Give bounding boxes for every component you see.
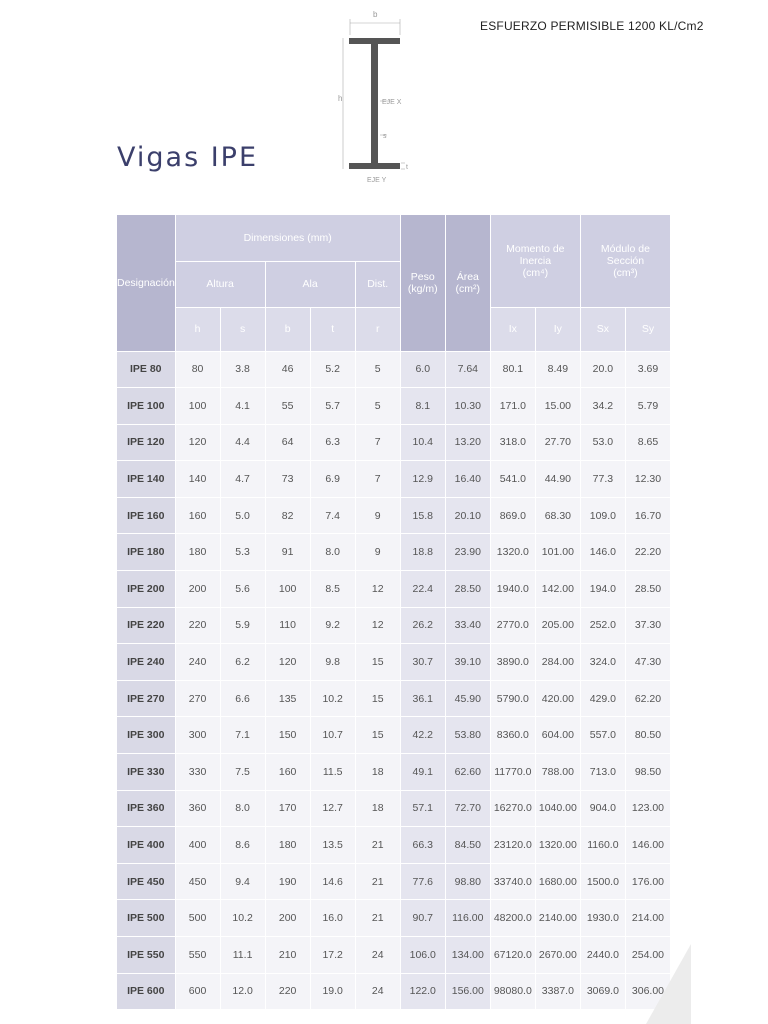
- diagram-label-t: t: [406, 164, 408, 171]
- table-cell: 7.4: [310, 497, 355, 534]
- table-cell: 8.65: [625, 424, 670, 461]
- table-cell: 134.00: [445, 937, 490, 974]
- table-cell: 318.0: [490, 424, 535, 461]
- table-cell: 3.8: [220, 351, 265, 388]
- row-designation: IPE 80: [117, 351, 175, 388]
- table-cell: 450: [175, 863, 220, 900]
- table-cell: 73: [265, 461, 310, 498]
- row-designation: IPE 500: [117, 900, 175, 937]
- table-cell: 140: [175, 461, 220, 498]
- row-designation: IPE 240: [117, 644, 175, 681]
- table-cell: 11.1: [220, 937, 265, 974]
- header-flange: Ala: [265, 261, 355, 307]
- table-cell: 21: [355, 863, 400, 900]
- table-cell: 5: [355, 388, 400, 425]
- table-cell: 122.0: [400, 973, 445, 1010]
- table-cell: 17.2: [310, 937, 355, 974]
- table-cell: 9.8: [310, 644, 355, 681]
- table-cell: 1930.0: [580, 900, 625, 937]
- header-modulus-unit: (cm³): [613, 266, 638, 279]
- table-cell: 7.64: [445, 351, 490, 388]
- table-cell: 170: [265, 790, 310, 827]
- header-weight-label: Peso: [410, 270, 435, 283]
- table-cell: 14.6: [310, 863, 355, 900]
- table-cell: 324.0: [580, 644, 625, 681]
- table-row: [117, 644, 671, 681]
- table-cell: 300: [175, 717, 220, 754]
- header-distance: Dist.: [355, 261, 400, 307]
- subheader-t: t: [310, 307, 355, 351]
- row-designation: IPE 270: [117, 680, 175, 717]
- header-area-label: Área: [456, 270, 479, 283]
- table-cell: 57.1: [400, 790, 445, 827]
- table-cell: 67120.0: [490, 937, 535, 974]
- table-body: [117, 351, 671, 1010]
- table-cell: 13.20: [445, 424, 490, 461]
- table-cell: 284.00: [535, 644, 580, 681]
- table-cell: 557.0: [580, 717, 625, 754]
- table-cell: 48200.0: [490, 900, 535, 937]
- table-cell: 8360.0: [490, 717, 535, 754]
- table-cell: 3.69: [625, 351, 670, 388]
- table-cell: 8.6: [220, 827, 265, 864]
- table-cell: 16.70: [625, 497, 670, 534]
- table-cell: 49.1: [400, 754, 445, 791]
- table-cell: 15.8: [400, 497, 445, 534]
- table-cell: 45.90: [445, 680, 490, 717]
- table-cell: 550: [175, 937, 220, 974]
- table-cell: 160: [265, 754, 310, 791]
- web: [371, 44, 378, 163]
- table-cell: 46: [265, 351, 310, 388]
- table-cell: 91: [265, 534, 310, 571]
- table-cell: 142.00: [535, 571, 580, 608]
- table-cell: 16.40: [445, 461, 490, 498]
- table-cell: 16.0: [310, 900, 355, 937]
- table-cell: 3387.0: [535, 973, 580, 1010]
- table-cell: 123.00: [625, 790, 670, 827]
- subheader-h: h: [175, 307, 220, 351]
- diagram-label-h: h: [338, 94, 343, 103]
- table-cell: 27.70: [535, 424, 580, 461]
- table-cell: 7.5: [220, 754, 265, 791]
- table-cell: 135: [265, 680, 310, 717]
- table-cell: 10.2: [310, 680, 355, 717]
- table-row: [117, 534, 671, 571]
- table-row: [117, 973, 671, 1010]
- page-curl: [646, 944, 691, 1024]
- table-cell: 100: [175, 388, 220, 425]
- header-designation: Designación: [117, 215, 175, 351]
- table-cell: 110: [265, 607, 310, 644]
- table-cell: 194.0: [580, 571, 625, 608]
- table-cell: 12: [355, 571, 400, 608]
- table-cell: 80.50: [625, 717, 670, 754]
- table-cell: 2440.0: [580, 937, 625, 974]
- table-cell: 12: [355, 607, 400, 644]
- table-cell: 3890.0: [490, 644, 535, 681]
- table-cell: 5.6: [220, 571, 265, 608]
- table-cell: 156.00: [445, 973, 490, 1010]
- table-row: [117, 497, 671, 534]
- table-cell: 9.2: [310, 607, 355, 644]
- table-cell: 22.4: [400, 571, 445, 608]
- table-row: [117, 863, 671, 900]
- ipe-beam-diagram: [335, 5, 425, 190]
- table-cell: 12.30: [625, 461, 670, 498]
- table-cell: 5.79: [625, 388, 670, 425]
- diagram-label-b: b: [373, 10, 378, 19]
- page-title: Vigas IPE: [117, 142, 259, 173]
- table-cell: 80: [175, 351, 220, 388]
- table-cell: 160: [175, 497, 220, 534]
- table-cell: 4.7: [220, 461, 265, 498]
- table-cell: 62.20: [625, 680, 670, 717]
- table-cell: 190: [265, 863, 310, 900]
- table-cell: 146.0: [580, 534, 625, 571]
- table-cell: 5.2: [310, 351, 355, 388]
- table-cell: 18.8: [400, 534, 445, 571]
- header-moment-label: Momento de Inercia: [506, 242, 565, 267]
- table-cell: 904.0: [580, 790, 625, 827]
- table-cell: 62.60: [445, 754, 490, 791]
- table-cell: 270: [175, 680, 220, 717]
- table-cell: 42.2: [400, 717, 445, 754]
- table-cell: 68.30: [535, 497, 580, 534]
- table-cell: 240: [175, 644, 220, 681]
- row-designation: IPE 180: [117, 534, 175, 571]
- table-cell: 11770.0: [490, 754, 535, 791]
- table-cell: 33740.0: [490, 863, 535, 900]
- table-cell: 77.3: [580, 461, 625, 498]
- table-cell: 18: [355, 790, 400, 827]
- table-cell: 6.0: [400, 351, 445, 388]
- table-cell: 77.6: [400, 863, 445, 900]
- table-cell: 30.7: [400, 644, 445, 681]
- table-cell: 8.0: [220, 790, 265, 827]
- table-cell: 2140.00: [535, 900, 580, 937]
- subheader-sy: Sy: [625, 307, 670, 351]
- table-cell: 28.50: [625, 571, 670, 608]
- table-cell: 6.6: [220, 680, 265, 717]
- table-row: [117, 607, 671, 644]
- table-row: [117, 717, 671, 754]
- subheader-ix: Ix: [490, 307, 535, 351]
- table-cell: 869.0: [490, 497, 535, 534]
- table-cell: 6.3: [310, 424, 355, 461]
- table-cell: 9: [355, 534, 400, 571]
- table-row: [117, 754, 671, 791]
- top-flange: [349, 38, 400, 44]
- header-modulus-label: Módulo de Sección: [600, 242, 650, 267]
- row-designation: IPE 160: [117, 497, 175, 534]
- table-cell: 98.80: [445, 863, 490, 900]
- table-cell: 120: [265, 644, 310, 681]
- table-cell: 15: [355, 717, 400, 754]
- table-cell: 23120.0: [490, 827, 535, 864]
- diagram-label-eje-y: EJE Y: [367, 177, 387, 184]
- table-cell: 55: [265, 388, 310, 425]
- table-cell: 10.30: [445, 388, 490, 425]
- table-cell: 12.0: [220, 973, 265, 1010]
- table-cell: 98.50: [625, 754, 670, 791]
- table-cell: 604.00: [535, 717, 580, 754]
- table-cell: 82: [265, 497, 310, 534]
- table-cell: 6.2: [220, 644, 265, 681]
- table-cell: 15.00: [535, 388, 580, 425]
- header-weight: [400, 215, 445, 351]
- table-cell: 8.1: [400, 388, 445, 425]
- table-cell: 176.00: [625, 863, 670, 900]
- table-cell: 210: [265, 937, 310, 974]
- table-cell: 200: [265, 900, 310, 937]
- table-cell: 1320.00: [535, 827, 580, 864]
- table-cell: 5.9: [220, 607, 265, 644]
- table-cell: 220: [175, 607, 220, 644]
- table-cell: 23.90: [445, 534, 490, 571]
- table-cell: 1320.0: [490, 534, 535, 571]
- table-cell: 98080.0: [490, 973, 535, 1010]
- row-designation: IPE 300: [117, 717, 175, 754]
- table-cell: 53.80: [445, 717, 490, 754]
- row-designation: IPE 140: [117, 461, 175, 498]
- row-designation: IPE 400: [117, 827, 175, 864]
- table-cell: 180: [175, 534, 220, 571]
- table-cell: 24: [355, 937, 400, 974]
- table-cell: 4.1: [220, 388, 265, 425]
- table-cell: 205.00: [535, 607, 580, 644]
- table-cell: 713.0: [580, 754, 625, 791]
- table-cell: 5.3: [220, 534, 265, 571]
- header-moment-unit: (cm⁴): [522, 266, 549, 279]
- subheader-iy: Iy: [535, 307, 580, 351]
- table-cell: 8.49: [535, 351, 580, 388]
- table-cell: 100: [265, 571, 310, 608]
- table-cell: 429.0: [580, 680, 625, 717]
- table-row: [117, 680, 671, 717]
- header-height: Altura: [175, 261, 265, 307]
- table-cell: 8.5: [310, 571, 355, 608]
- table-cell: 109.0: [580, 497, 625, 534]
- diagram-label-eje-x: EJE X: [382, 99, 402, 106]
- table-cell: 24: [355, 973, 400, 1010]
- table-cell: 330: [175, 754, 220, 791]
- table-cell: 120: [175, 424, 220, 461]
- table-cell: 306.00: [625, 973, 670, 1010]
- table-cell: 84.50: [445, 827, 490, 864]
- table-cell: 16270.0: [490, 790, 535, 827]
- table-cell: 541.0: [490, 461, 535, 498]
- header-area-unit: (cm²): [455, 282, 481, 295]
- table-row: [117, 900, 671, 937]
- allowable-stress-note: ESFUERZO PERMISIBLE 1200 KL/Cm2: [480, 19, 704, 33]
- table-cell: 33.40: [445, 607, 490, 644]
- table-cell: 1500.0: [580, 863, 625, 900]
- table-cell: 150: [265, 717, 310, 754]
- table-cell: 39.10: [445, 644, 490, 681]
- table-cell: 254.00: [625, 937, 670, 974]
- table-cell: 10.4: [400, 424, 445, 461]
- table-row: [117, 827, 671, 864]
- table-cell: 5.0: [220, 497, 265, 534]
- row-designation: IPE 550: [117, 937, 175, 974]
- row-designation: IPE 360: [117, 790, 175, 827]
- table-cell: 13.5: [310, 827, 355, 864]
- table-cell: 220: [265, 973, 310, 1010]
- table-cell: 180: [265, 827, 310, 864]
- table-cell: 22.20: [625, 534, 670, 571]
- subheader-s: s: [220, 307, 265, 351]
- table-row: [117, 351, 671, 388]
- table-cell: 500: [175, 900, 220, 937]
- table-cell: 101.00: [535, 534, 580, 571]
- table-cell: 1040.00: [535, 790, 580, 827]
- table-cell: 420.00: [535, 680, 580, 717]
- table-cell: 8.0: [310, 534, 355, 571]
- row-designation: IPE 450: [117, 863, 175, 900]
- table-cell: 2770.0: [490, 607, 535, 644]
- table-row: [117, 571, 671, 608]
- table-cell: 15: [355, 644, 400, 681]
- header-weight-unit: (kg/m): [407, 282, 438, 295]
- table-cell: 90.7: [400, 900, 445, 937]
- table-cell: 21: [355, 900, 400, 937]
- table-cell: 53.0: [580, 424, 625, 461]
- table-cell: 20.0: [580, 351, 625, 388]
- table-cell: 5790.0: [490, 680, 535, 717]
- table-cell: 4.4: [220, 424, 265, 461]
- table-cell: 10.7: [310, 717, 355, 754]
- table-cell: 6.9: [310, 461, 355, 498]
- table-cell: 360: [175, 790, 220, 827]
- table-cell: 1680.00: [535, 863, 580, 900]
- bottom-flange: [349, 163, 400, 169]
- table-row: [117, 461, 671, 498]
- table-cell: 1160.0: [580, 827, 625, 864]
- table-cell: 34.2: [580, 388, 625, 425]
- table-cell: 146.00: [625, 827, 670, 864]
- table-cell: 12.7: [310, 790, 355, 827]
- table-cell: 106.0: [400, 937, 445, 974]
- table-cell: 2670.00: [535, 937, 580, 974]
- table-cell: 9.4: [220, 863, 265, 900]
- table-cell: 7: [355, 424, 400, 461]
- table-cell: 5: [355, 351, 400, 388]
- row-designation: IPE 220: [117, 607, 175, 644]
- table-cell: 80.1: [490, 351, 535, 388]
- table-cell: 200: [175, 571, 220, 608]
- table-cell: 26.2: [400, 607, 445, 644]
- table-cell: 600: [175, 973, 220, 1010]
- subheader-b: b: [265, 307, 310, 351]
- table-cell: 214.00: [625, 900, 670, 937]
- table-cell: 7: [355, 461, 400, 498]
- table-cell: 5.7: [310, 388, 355, 425]
- table-row: [117, 388, 671, 425]
- diagram-label-s: s: [383, 133, 387, 140]
- table-cell: 9: [355, 497, 400, 534]
- row-designation: IPE 100: [117, 388, 175, 425]
- table-cell: 788.00: [535, 754, 580, 791]
- table-row: [117, 937, 671, 974]
- table-cell: 28.50: [445, 571, 490, 608]
- table-cell: 1940.0: [490, 571, 535, 608]
- row-designation: IPE 200: [117, 571, 175, 608]
- subheader-r: r: [355, 307, 400, 351]
- table-cell: 44.90: [535, 461, 580, 498]
- table-cell: 19.0: [310, 973, 355, 1010]
- table-cell: 20.10: [445, 497, 490, 534]
- table-row: [117, 790, 671, 827]
- table-cell: 47.30: [625, 644, 670, 681]
- row-designation: IPE 330: [117, 754, 175, 791]
- table-cell: 3069.0: [580, 973, 625, 1010]
- row-designation: IPE 120: [117, 424, 175, 461]
- table-row: [117, 424, 671, 461]
- table-cell: 12.9: [400, 461, 445, 498]
- table-cell: 11.5: [310, 754, 355, 791]
- header-section-modulus: [580, 215, 670, 307]
- table-cell: 21: [355, 827, 400, 864]
- table-cell: 7.1: [220, 717, 265, 754]
- table-cell: 252.0: [580, 607, 625, 644]
- table-cell: 400: [175, 827, 220, 864]
- table-cell: 18: [355, 754, 400, 791]
- header-area: [445, 215, 490, 351]
- table-cell: 37.30: [625, 607, 670, 644]
- subheader-sx: Sx: [580, 307, 625, 351]
- table-cell: 36.1: [400, 680, 445, 717]
- row-designation: IPE 600: [117, 973, 175, 1010]
- table-cell: 15: [355, 680, 400, 717]
- header-dimensions: Dimensiones (mm): [175, 215, 400, 261]
- table-cell: 64: [265, 424, 310, 461]
- table-cell: 10.2: [220, 900, 265, 937]
- table-cell: 116.00: [445, 900, 490, 937]
- table-cell: 171.0: [490, 388, 535, 425]
- header-moment-of-inertia: [490, 215, 580, 307]
- table-cell: 72.70: [445, 790, 490, 827]
- table-cell: 66.3: [400, 827, 445, 864]
- ipe-beams-table: [117, 215, 671, 1010]
